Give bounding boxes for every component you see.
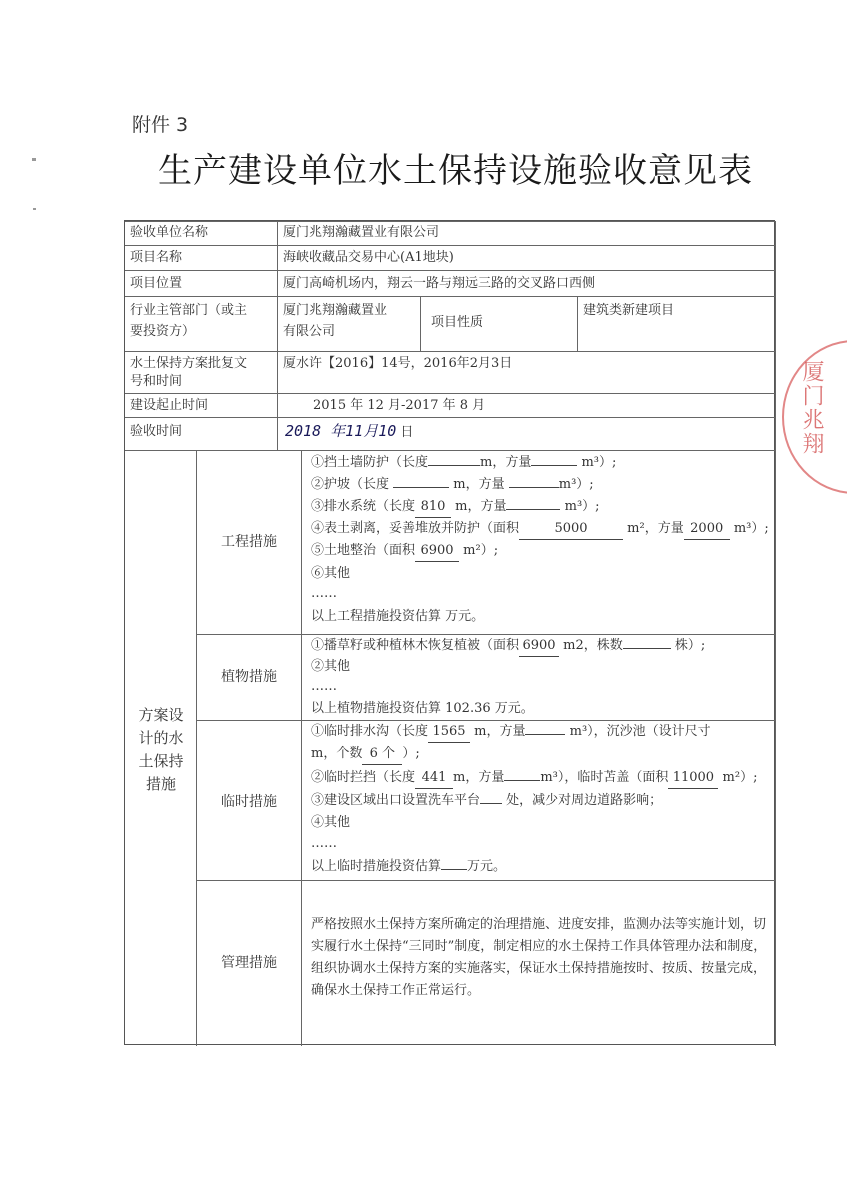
project-name-label: 项目名称 bbox=[130, 250, 183, 265]
temporary-line-other: ④其他 bbox=[311, 815, 351, 830]
temporary-line-drainage-ditch: ①临时排水沟（长度 1565 m，方量 m³），沉沙池（设计尺寸 bbox=[311, 722, 711, 743]
plant-measures-label: 植物措施 bbox=[221, 669, 277, 685]
management-description: 严格按照水土保持方案所确定的治理措施、进度安排，监测办法等实施计划，切实履行水土保持“三同时”制度，制定相应的水土保持工作具体管理办法和制度，组织协调水土保持方案的实施落实，保证水土保持措施按时、按质、按量完成，确保水土保持工作正常运行。 bbox=[311, 917, 767, 998]
approval-label-line1: 水土保持方案批复文 bbox=[130, 356, 248, 371]
engineering-line-retaining-wall: ①挡土墙防护（长度 m，方量 m³）; bbox=[311, 455, 617, 470]
engineering-line-land-preparation: ⑤土地整治（面积 6900 m²）; bbox=[311, 541, 498, 562]
acceptance-time-label: 验收时间 bbox=[130, 424, 183, 439]
engineering-investment-total: 以上工程措施投资估算 万元。 bbox=[311, 609, 485, 624]
acceptance-table bbox=[124, 220, 775, 1045]
project-name-value: 海峡收藏品交易中心(A1地块) bbox=[283, 250, 454, 265]
temporary-measures-label: 临时措施 bbox=[221, 794, 277, 810]
plant-investment-total: 以上植物措施投资估算 102.36 万元。 bbox=[311, 701, 534, 716]
scan-speck bbox=[32, 158, 36, 161]
unit-name-value: 厦门兆翔瀚藏置业有限公司 bbox=[283, 225, 440, 240]
dept-label-line2: 要投资方） bbox=[130, 324, 196, 339]
engineering-line-ellipsis: …… bbox=[311, 586, 337, 601]
dept-value-line2: 有限公司 bbox=[283, 324, 336, 339]
temporary-investment-total: 以上临时措施投资估算 万元。 bbox=[311, 859, 507, 874]
project-nature-label: 项目性质 bbox=[431, 315, 484, 330]
handwritten-date: 2018 年11月10 bbox=[285, 422, 397, 440]
dept-value-line1: 厦门兆翔瀚藏置业 bbox=[283, 303, 388, 318]
page-title: 生产建设单位水土保持设施验收意见表 bbox=[158, 151, 753, 191]
engineering-line-drainage: ③排水系统（长度 810 m，方量 m³）; bbox=[311, 497, 600, 518]
temporary-line-barrier: ②临时拦挡（长度 441 m，方量 m³），临时苫盖（面积 11000 m²）; bbox=[311, 768, 757, 789]
project-nature-value: 建筑类新建项目 bbox=[583, 303, 675, 318]
approval-value: 厦水许【2016】14号，2016年2月3日 bbox=[283, 356, 513, 371]
construction-period-label: 建设起止时间 bbox=[130, 398, 209, 413]
dept-label-line1: 行业主管部门（或主 bbox=[130, 303, 248, 318]
temporary-line-sediment-tank: m，个数 6 个 ）; bbox=[311, 744, 420, 765]
seal-lettering: 厦门兆翔 bbox=[799, 360, 824, 456]
plant-line-other: ②其他 bbox=[311, 659, 351, 674]
temporary-line-wash-platform: ③建设区域出口设置洗车平台 处，减少对周边道路影响； bbox=[311, 793, 663, 808]
project-location-value: 厦门高崎机场内，翔云一路与翔远三路的交叉路口西侧 bbox=[283, 276, 596, 291]
engineering-measures-label: 工程措施 bbox=[221, 534, 277, 550]
acceptance-time-value: 2018 年11月10 日 bbox=[285, 422, 414, 440]
engineering-line-slope: ②护坡（长度 m，方量 m³）; bbox=[311, 477, 594, 492]
temporary-line-ellipsis: …… bbox=[311, 836, 337, 851]
scheme-measures-label: 方案设计的水土保持措施 bbox=[138, 706, 184, 793]
engineering-line-topsoil: ④表土剥离，妥善堆放并防护（面积 5000 m²，方量 2000 m³）; bbox=[311, 519, 769, 540]
construction-period-value: 2015 年 12 月-2017 年 8 月 bbox=[313, 398, 486, 413]
engineering-line-other: ⑥其他 bbox=[311, 566, 351, 581]
management-measures-label: 管理措施 bbox=[221, 955, 277, 971]
project-location-label: 项目位置 bbox=[130, 276, 183, 291]
attachment-label: 附件 3 bbox=[132, 114, 189, 136]
unit-name-label: 验收单位名称 bbox=[130, 225, 209, 240]
approval-label-line2: 号和时间 bbox=[130, 374, 183, 389]
plant-line-ellipsis: …… bbox=[311, 679, 337, 694]
scan-speck bbox=[33, 208, 36, 210]
plant-line-revegetation: ①播草籽或种植林木恢复植被（面积 6900 m2，株数 株）; bbox=[311, 636, 705, 657]
